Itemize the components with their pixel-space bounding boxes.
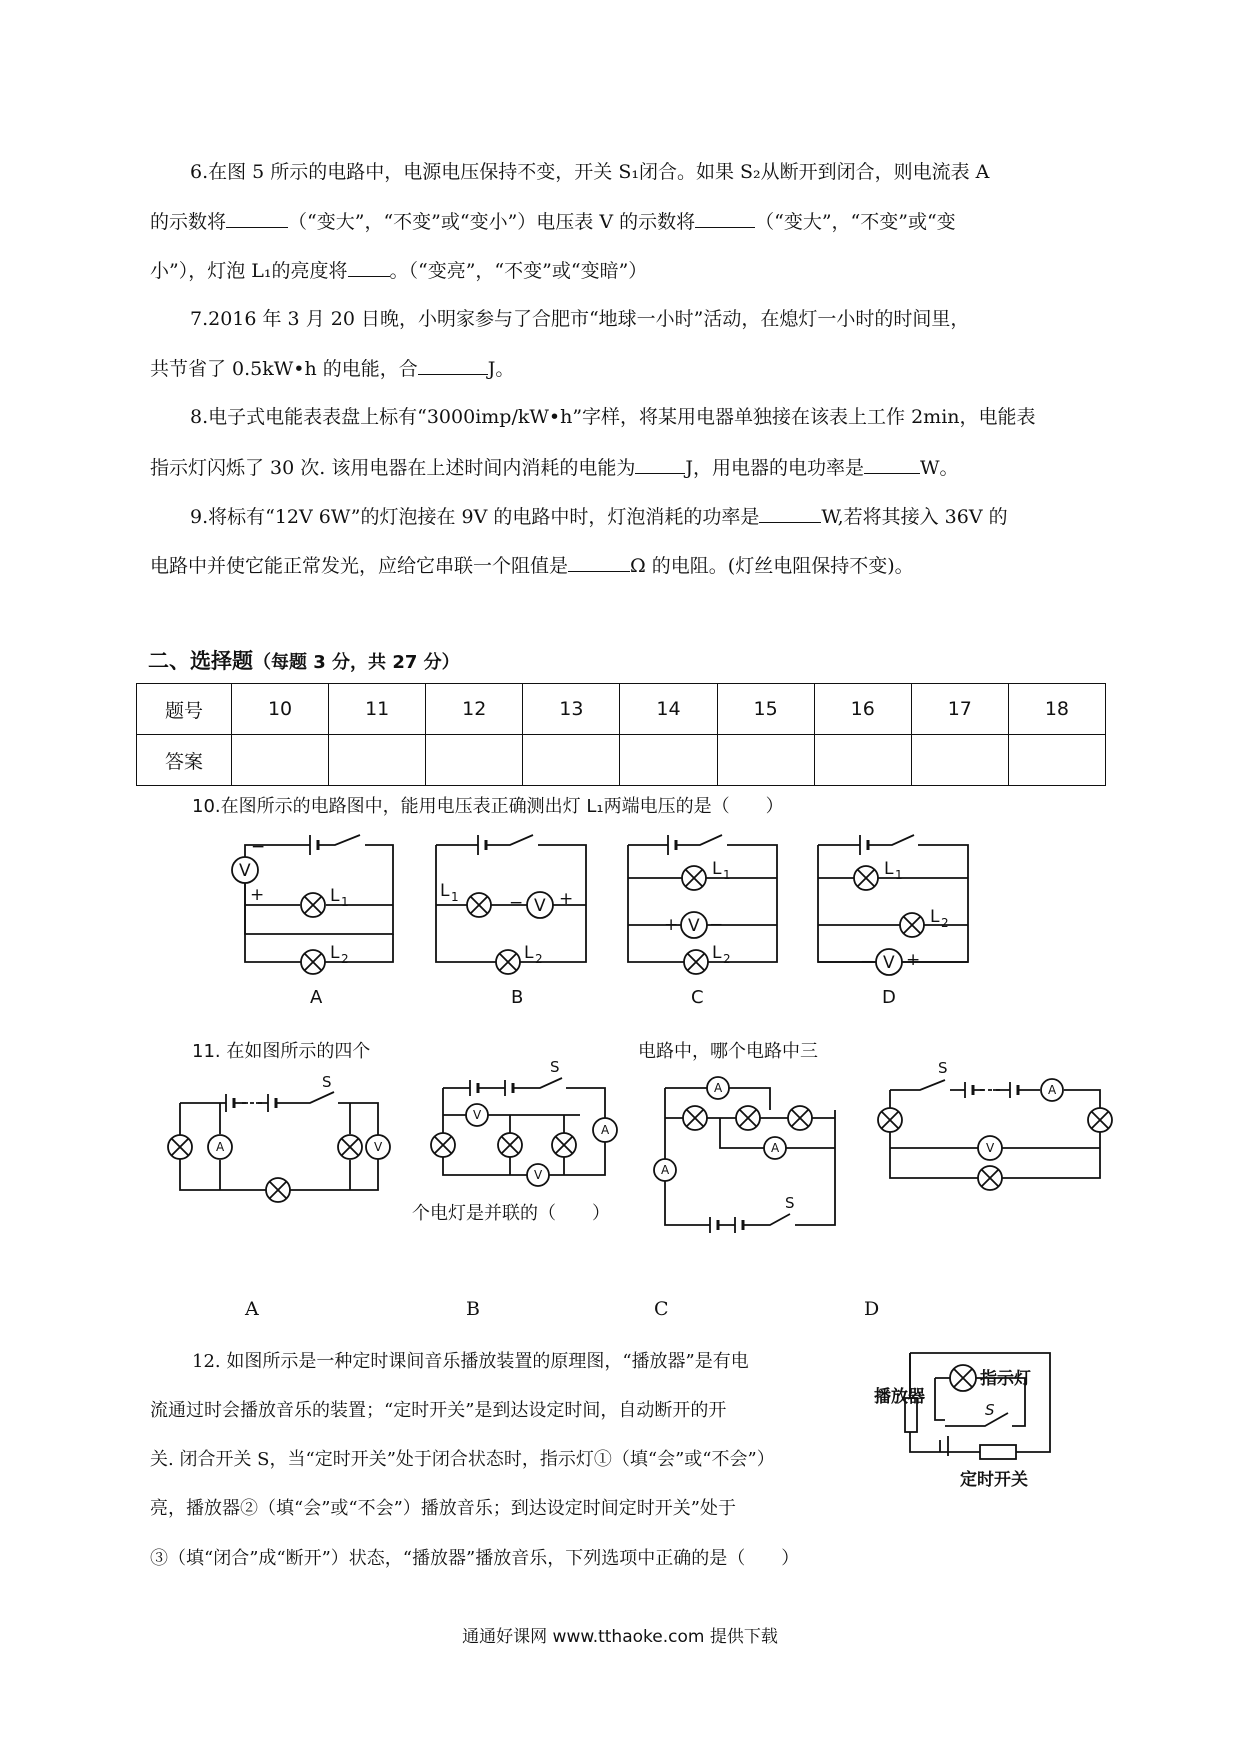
question-number-cell: 16 (814, 684, 911, 735)
lamp-subscript: 2 (535, 952, 543, 966)
lamp-label: L (930, 907, 940, 927)
ammeter-label: A (216, 1140, 225, 1154)
q11-circuit-c (654, 1077, 835, 1233)
switch-label: S (785, 1194, 795, 1212)
plus-sign: + (664, 915, 679, 935)
lamp-label: L (440, 881, 450, 901)
lamp-label: L (884, 859, 894, 879)
minus-sign: − (860, 952, 875, 972)
question-number-cell: 17 (911, 684, 1008, 735)
q11-circuit-a (168, 1092, 390, 1202)
row-header-answer: 答案 (137, 735, 232, 786)
q9-line1: 9.将标有“12V 6W”的灯泡接在 9V 的电路中时，灯泡消耗的功率是 W,若将其接入 36V 的 (190, 502, 1008, 531)
switch-label: S (938, 1059, 948, 1077)
footer-source: 通通好课网 www.tthaoke.com 提供下载 (462, 1627, 778, 1647)
minus-sign: − (251, 837, 266, 857)
ammeter-label: A (1048, 1083, 1057, 1097)
lamp-subscript: 2 (941, 916, 949, 930)
switch-label: S (985, 1401, 995, 1419)
q11-circuit-b (431, 1078, 617, 1186)
q12-line3: 关. 闭合开关 S，当“定时开关”处于闭合状态时，指示灯①（填“会”或“不会”） (150, 1449, 775, 1470)
svg-text:播放器: 播放器 (874, 1387, 925, 1407)
lamp-subscript: 1 (451, 890, 459, 904)
ammeter-label: A (661, 1163, 670, 1177)
question-number-cell: 12 (426, 684, 523, 735)
player-label (874, 1386, 925, 1407)
indicator-lamp-label: 指示灯 (980, 1369, 1031, 1389)
q8-line2: 指示灯闪烁了 30 次. 该用电器在上述时间内消耗的电能为 J，用电器的电功率是 W。 (150, 453, 959, 482)
ammeter-label: A (771, 1141, 780, 1155)
q10-option-c: C (691, 987, 704, 1008)
q12-line2: 流通过时会播放音乐的装置；“定时开关”是到达设定时间，自动断开的开 (150, 1400, 727, 1421)
plus-sign: + (559, 889, 574, 909)
q9-line2: 电路中并使它能正常发光，应给它串联一个阻值是 Ω 的电阻。(灯丝电阻保持不变)。 (150, 551, 914, 580)
lamp-label: L (330, 943, 340, 963)
q7-line1: 7.2016 年 3 月 20 日晚，小明家参与了合肥市“地球一小时”活动，在熄灯一小时的时间里， (190, 308, 970, 330)
lamp-subscript: 1 (341, 895, 349, 909)
q8-line1: 8.电子式电能表表盘上标有“3000imp/kW•h”字样，将某用电器单独接在该表上工作 2min，电能表 (190, 406, 1036, 428)
q11-option-b[interactable]: B (466, 1298, 480, 1320)
q11-text-a: 11. 在如图所示的四个 (192, 1041, 371, 1062)
q11-option-a[interactable]: A (245, 1298, 259, 1320)
voltmeter-label: V (374, 1140, 383, 1154)
circuit-c (628, 835, 777, 974)
q7-line2: 共节省了 0.5kW•h 的电能，合 J。 (150, 354, 514, 383)
q10-option-b: B (511, 987, 524, 1008)
question-number-cell: 15 (717, 684, 814, 735)
lamp-label: L (524, 943, 534, 963)
lamp-subscript: 1 (723, 868, 731, 882)
lamp-subscript: 1 (895, 868, 903, 882)
row-header-number: 题号 (137, 684, 232, 735)
voltmeter-label: V (986, 1141, 995, 1155)
voltmeter-label: V (534, 1168, 543, 1182)
voltmeter-label: V (473, 1108, 482, 1122)
q11-text-c: 个电灯是并联的（ ） (412, 1203, 610, 1224)
voltmeter-label: V (688, 916, 700, 936)
q11-option-d[interactable]: D (864, 1298, 880, 1320)
q11-circuit-d (878, 1079, 1112, 1190)
plus-sign: + (906, 950, 921, 970)
question-number-cell: 10 (232, 684, 329, 735)
q6-line1: 6.在图 5 所示的电路中，电源电压保持不变，开关 S₁闭合。如果 S₂从断开到闭合，则电流表 A (190, 161, 990, 183)
lamp-subscript: 2 (723, 952, 731, 966)
lamp-label: L (712, 943, 722, 963)
voltmeter-label: V (239, 861, 251, 881)
switch-label: S (322, 1073, 332, 1091)
minus-sign: − (709, 915, 724, 935)
q12-line5: ③（填“闭合”成“断开”）状态，“播放器”播放音乐，下列选项中正确的是（ ） (150, 1548, 800, 1569)
timer-switch-label: 定时开关 (960, 1470, 1028, 1490)
q10-option-d: D (882, 987, 896, 1008)
switch-label: S (550, 1058, 560, 1076)
q11-option-c[interactable]: C (654, 1298, 669, 1320)
q12-line1: 12. 如图所示是一种定时课间音乐播放装置的原理图，“播放器”是有电 (192, 1351, 749, 1372)
q10-text: 10.在图所示的电路图中，能用电压表正确测出灯 L₁两端电压的是（ ） (192, 796, 784, 817)
question-number-cell: 13 (523, 684, 620, 735)
lamp-label: L (330, 886, 340, 906)
section-title: 二、选择题（每题 3 分，共 27 分） (148, 649, 460, 673)
question-number-cell: 18 (1008, 684, 1105, 735)
voltmeter-label: V (883, 953, 895, 973)
question-number-cell: 14 (620, 684, 717, 735)
minus-sign: − (509, 893, 524, 913)
q6-line3: 小”），灯泡 L₁的亮度将 。（“变亮”，“不变”或“变暗”） (150, 256, 647, 285)
question-number-cell: 11 (329, 684, 426, 735)
lamp-label: L (712, 859, 722, 879)
q10-option-a: A (310, 987, 323, 1008)
plus-sign: + (250, 885, 265, 905)
lamp-subscript: 2 (341, 952, 349, 966)
q11-text-b: 电路中，哪个电路中三 (638, 1041, 818, 1062)
q6-line2: 的示数将 （“变大”，“不变”或“变小”）电压表 V 的示数将 （“变大”，“不变”或“变 (150, 207, 956, 236)
ammeter-label: A (714, 1081, 723, 1095)
q12-line4: 亮，播放器②（填“会”或“不会”）播放音乐；到达设定时间定时开关”处于 (150, 1498, 737, 1519)
ammeter-label: A (601, 1123, 610, 1137)
voltmeter-label: V (534, 896, 546, 916)
